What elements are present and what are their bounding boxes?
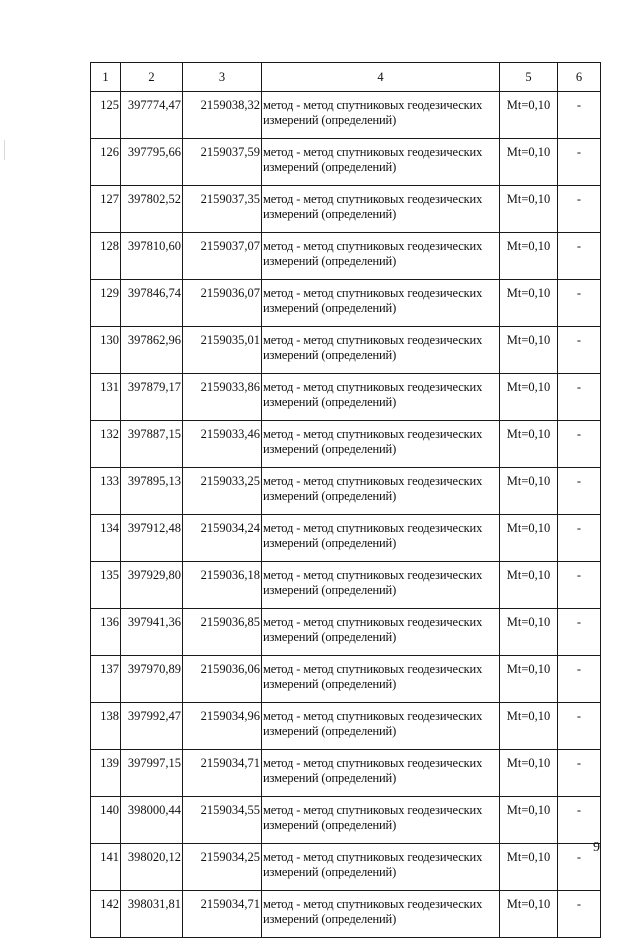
- point-number-cell: 138: [91, 703, 121, 750]
- note-cell: -: [558, 374, 601, 421]
- point-number-cell: 140: [91, 797, 121, 844]
- method-cell: метод - метод спутниковых геодезических измерений (определений): [262, 750, 500, 797]
- y-coordinate-cell: 2159036,18: [183, 562, 262, 609]
- accuracy-cell: Mt=0,10: [500, 280, 558, 327]
- table-row: [91, 750, 601, 797]
- point-number-cell: 130: [91, 327, 121, 374]
- table-row: [91, 656, 601, 703]
- note-cell: -: [558, 562, 601, 609]
- y-coordinate-cell: 2159037,07: [183, 233, 262, 280]
- note-cell: -: [558, 139, 601, 186]
- y-coordinate-cell: 2159034,25: [183, 844, 262, 891]
- point-number-cell: 136: [91, 609, 121, 656]
- table-row: [91, 92, 601, 139]
- point-number-cell: 127: [91, 186, 121, 233]
- accuracy-cell: Mt=0,10: [500, 656, 558, 703]
- y-coordinate-cell: 2159036,06: [183, 656, 262, 703]
- y-coordinate-cell: 2159037,35: [183, 186, 262, 233]
- column-header-1: 1: [91, 63, 121, 92]
- accuracy-cell: Mt=0,10: [500, 186, 558, 233]
- x-coordinate-cell: 397887,15: [121, 421, 183, 468]
- column-header-6: 6: [558, 63, 601, 92]
- table-row: [91, 280, 601, 327]
- table-header-row: [91, 63, 601, 92]
- method-cell: метод - метод спутниковых геодезических измерений (определений): [262, 656, 500, 703]
- table-row: [91, 186, 601, 233]
- page-number: 9: [593, 840, 600, 855]
- method-cell: метод - метод спутниковых геодезических измерений (определений): [262, 703, 500, 750]
- method-cell: метод - метод спутниковых геодезических измерений (определений): [262, 421, 500, 468]
- column-header-4: 4: [262, 63, 500, 92]
- accuracy-cell: Mt=0,10: [500, 327, 558, 374]
- x-coordinate-cell: 397795,66: [121, 139, 183, 186]
- accuracy-cell: Mt=0,10: [500, 421, 558, 468]
- column-header-3: 3: [183, 63, 262, 92]
- note-cell: -: [558, 233, 601, 280]
- method-cell: метод - метод спутниковых геодезических измерений (определений): [262, 562, 500, 609]
- method-cell: метод - метод спутниковых геодезических измерений (определений): [262, 92, 500, 139]
- table-row: [91, 844, 601, 891]
- y-coordinate-cell: 2159033,86: [183, 374, 262, 421]
- table-body: [91, 92, 601, 938]
- method-cell: метод - метод спутниковых геодезических измерений (определений): [262, 280, 500, 327]
- table-row: [91, 562, 601, 609]
- x-coordinate-cell: 397846,74: [121, 280, 183, 327]
- accuracy-cell: Mt=0,10: [500, 92, 558, 139]
- coordinates-table: [90, 62, 601, 938]
- table-row: [91, 515, 601, 562]
- x-coordinate-cell: 397970,89: [121, 656, 183, 703]
- x-coordinate-cell: 397929,80: [121, 562, 183, 609]
- accuracy-cell: Mt=0,10: [500, 515, 558, 562]
- x-coordinate-cell: 398020,12: [121, 844, 183, 891]
- accuracy-cell: Mt=0,10: [500, 139, 558, 186]
- x-coordinate-cell: 397802,52: [121, 186, 183, 233]
- table-row: [91, 421, 601, 468]
- note-cell: -: [558, 421, 601, 468]
- table-row: [91, 327, 601, 374]
- point-number-cell: 129: [91, 280, 121, 327]
- accuracy-cell: Mt=0,10: [500, 703, 558, 750]
- x-coordinate-cell: 397941,36: [121, 609, 183, 656]
- table-row: [91, 891, 601, 938]
- x-coordinate-cell: 397997,15: [121, 750, 183, 797]
- y-coordinate-cell: 2159034,55: [183, 797, 262, 844]
- method-cell: метод - метод спутниковых геодезических измерений (определений): [262, 327, 500, 374]
- y-coordinate-cell: 2159037,59: [183, 139, 262, 186]
- point-number-cell: 139: [91, 750, 121, 797]
- note-cell: -: [558, 797, 601, 844]
- y-coordinate-cell: 2159034,96: [183, 703, 262, 750]
- x-coordinate-cell: 397879,17: [121, 374, 183, 421]
- note-cell: -: [558, 656, 601, 703]
- table-row: [91, 703, 601, 750]
- y-coordinate-cell: 2159033,46: [183, 421, 262, 468]
- y-coordinate-cell: 2159036,85: [183, 609, 262, 656]
- point-number-cell: 142: [91, 891, 121, 938]
- point-number-cell: 132: [91, 421, 121, 468]
- column-header-2: 2: [121, 63, 183, 92]
- y-coordinate-cell: 2159034,71: [183, 891, 262, 938]
- column-header-5: 5: [500, 63, 558, 92]
- table-row: [91, 374, 601, 421]
- note-cell: -: [558, 280, 601, 327]
- accuracy-cell: Mt=0,10: [500, 844, 558, 891]
- table-row: [91, 233, 601, 280]
- accuracy-cell: Mt=0,10: [500, 750, 558, 797]
- x-coordinate-cell: 397810,60: [121, 233, 183, 280]
- method-cell: метод - метод спутниковых геодезических измерений (определений): [262, 374, 500, 421]
- note-cell: -: [558, 468, 601, 515]
- accuracy-cell: Mt=0,10: [500, 797, 558, 844]
- table-row: [91, 139, 601, 186]
- method-cell: метод - метод спутниковых геодезических измерений (определений): [262, 797, 500, 844]
- note-cell: -: [558, 609, 601, 656]
- note-cell: -: [558, 186, 601, 233]
- point-number-cell: 141: [91, 844, 121, 891]
- point-number-cell: 125: [91, 92, 121, 139]
- x-coordinate-cell: 397912,48: [121, 515, 183, 562]
- accuracy-cell: Mt=0,10: [500, 562, 558, 609]
- table-row: [91, 468, 601, 515]
- note-cell: -: [558, 703, 601, 750]
- accuracy-cell: Mt=0,10: [500, 233, 558, 280]
- method-cell: метод - метод спутниковых геодезических измерений (определений): [262, 515, 500, 562]
- y-coordinate-cell: 2159034,71: [183, 750, 262, 797]
- note-cell: -: [558, 750, 601, 797]
- point-number-cell: 134: [91, 515, 121, 562]
- method-cell: метод - метод спутниковых геодезических измерений (определений): [262, 844, 500, 891]
- note-cell: -: [558, 891, 601, 938]
- method-cell: метод - метод спутниковых геодезических измерений (определений): [262, 186, 500, 233]
- x-coordinate-cell: 398000,44: [121, 797, 183, 844]
- accuracy-cell: Mt=0,10: [500, 468, 558, 515]
- method-cell: метод - метод спутниковых геодезических измерений (определений): [262, 468, 500, 515]
- scan-speck: [4, 140, 5, 160]
- table-row: [91, 609, 601, 656]
- method-cell: метод - метод спутниковых геодезических измерений (определений): [262, 891, 500, 938]
- y-coordinate-cell: 2159034,24: [183, 515, 262, 562]
- x-coordinate-cell: 397992,47: [121, 703, 183, 750]
- point-number-cell: 137: [91, 656, 121, 703]
- y-coordinate-cell: 2159035,01: [183, 327, 262, 374]
- y-coordinate-cell: 2159038,32: [183, 92, 262, 139]
- accuracy-cell: Mt=0,10: [500, 374, 558, 421]
- accuracy-cell: Mt=0,10: [500, 609, 558, 656]
- y-coordinate-cell: 2159033,25: [183, 468, 262, 515]
- point-number-cell: 131: [91, 374, 121, 421]
- point-number-cell: 126: [91, 139, 121, 186]
- method-cell: метод - метод спутниковых геодезических измерений (определений): [262, 233, 500, 280]
- table-row: [91, 797, 601, 844]
- note-cell: -: [558, 844, 601, 891]
- y-coordinate-cell: 2159036,07: [183, 280, 262, 327]
- point-number-cell: 133: [91, 468, 121, 515]
- x-coordinate-cell: 397774,47: [121, 92, 183, 139]
- x-coordinate-cell: 397862,96: [121, 327, 183, 374]
- note-cell: -: [558, 327, 601, 374]
- x-coordinate-cell: 397895,13: [121, 468, 183, 515]
- note-cell: -: [558, 515, 601, 562]
- note-cell: -: [558, 92, 601, 139]
- method-cell: метод - метод спутниковых геодезических измерений (определений): [262, 609, 500, 656]
- x-coordinate-cell: 398031,81: [121, 891, 183, 938]
- point-number-cell: 135: [91, 562, 121, 609]
- accuracy-cell: Mt=0,10: [500, 891, 558, 938]
- method-cell: метод - метод спутниковых геодезических измерений (определений): [262, 139, 500, 186]
- point-number-cell: 128: [91, 233, 121, 280]
